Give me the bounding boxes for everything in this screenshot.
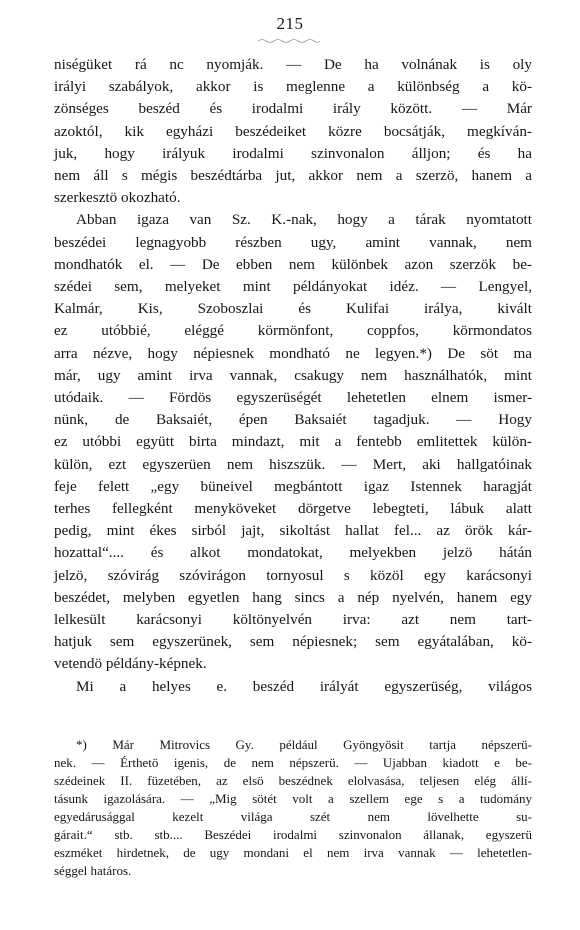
footnote	[54, 736, 532, 880]
text-line: terhes fellegként menyköveket dörgetve lebegteti, lábuk alatt	[54, 500, 532, 518]
text-line: niségüket rá nc nyomják. — De ha volnának is oly	[54, 56, 532, 73]
text-line: lelkesült karácsonyi költönyelvén irva: azt nem tart-	[54, 611, 532, 629]
text-line: Mi a helyes e. beszéd irályát egyszerüség, világos	[76, 677, 532, 695]
text-line: pedig, mint ékes sirból jajt, sikoltást hallat fel... az örök kár-	[54, 522, 532, 540]
text-line: szédei sem, melyeket mint példányokat idéz. — Lengyel,	[54, 278, 532, 296]
paragraph	[54, 676, 532, 698]
footnote-line: nek. — Érthetö igenis, de nem népszerü. — Ujabban kiadott e be-	[54, 755, 532, 770]
footnote-line: gárait.“ stb. stb.... Beszédei irodalmi szinvonalon állanak, egyszerü	[54, 827, 532, 842]
footnote-line: tásunk igazolására. — „Mig sötét volt a szellem ege s a tudomány	[54, 791, 532, 806]
paragraph	[54, 54, 532, 209]
footnote-line: szédeinek II. füzetében, az elsö beszédnek elolvasása, teljesen elég állí-	[54, 773, 532, 788]
text-line: zönséges beszéd és irodalmi irály között. — Már	[54, 100, 532, 118]
text-line: már, ugy amint irva vannak, csakugy nem használhatók, mint	[54, 366, 532, 384]
text-line: beszédet, melyben egyetlen hang sincs a nép nyelvén, hanem egy	[54, 588, 532, 606]
text-line: jelzö, szóvirág szóvirágon tornyosul s közöl egy karácsonyi	[54, 566, 532, 584]
text-line: nünk, de Baksaiét, épen Baksaiét tagadjuk. — Hogy	[54, 411, 532, 429]
text-line: beszédei legnagyobb részben ugy, amint vannak, nem	[54, 233, 532, 251]
text-line: irályi szabályok, akkor is meglenne a különbség a kö-	[54, 78, 532, 96]
text-line: szerkesztö okozható.	[54, 189, 181, 207]
text-line: feje felett „egy büneivel megbántott igaz Istennek haragját	[54, 477, 532, 495]
text-line: Kalmár, Kis, Szoboszlai és Kulifai irálya, kivált	[54, 300, 532, 318]
footnote-line: egyedárusággal kezelt világa szét nem lövelhette su-	[54, 809, 532, 824]
text-line: hozattal“.... és alkot mondatokat, melyekben jelzö hátán	[54, 544, 532, 562]
text-line: juk, hogy irályuk irodalmi szinvonalon álljon; és ha	[54, 144, 532, 162]
page-number: 215	[276, 14, 304, 33]
text-line: hatjuk sem egyszerünek, sem népiesnek; sem egyátalában, kö-	[54, 633, 532, 651]
footnote-line: eszméket hirdetnek, de ugy mondani el nem irva vannak — lehetetlen-	[54, 845, 532, 860]
page-number-ornament	[258, 38, 320, 44]
text-line: külön, ezt egyszerüen nem hiszszük. — Mert, aki hallgatóinak	[54, 455, 532, 473]
text-line: nem áll s mégis beszédtárba jut, akkor nem a szerzö, hanem a	[54, 167, 532, 185]
text-line: arra nézve, hogy népiesnek mondható ne legyen.*) De söt ma	[54, 344, 532, 362]
text-line: Abban igaza van Sz. K.-nak, hogy a tárak nyomtatott	[76, 211, 532, 229]
footnote-text	[54, 736, 532, 880]
body-text	[54, 54, 532, 698]
footnote-line: *) Már Mitrovics Gy. például Gyöngyösit tartja népszerü-	[76, 737, 532, 752]
text-line: utódaik. — Fördös egyszerüségét lehetetlen elnem ismer-	[54, 389, 532, 407]
footnote-line: séggel határos.	[54, 863, 132, 878]
text-line: mondhatók el. — De ebben nem különbek azon szerzök be-	[54, 255, 532, 273]
text-line: vetendö példány-képnek.	[54, 655, 207, 673]
text-line: ez utóbbi együtt birta mindazt, mit a fentebb emlitettek külön-	[54, 433, 532, 451]
text-line: ez utóbbié, eléggé körmönfont, coppfos, körmondatos	[54, 322, 532, 340]
paragraph	[54, 209, 532, 675]
text-line: azoktól, kik egyházi beszédeiket közre bocsátják, megkíván-	[54, 122, 532, 140]
